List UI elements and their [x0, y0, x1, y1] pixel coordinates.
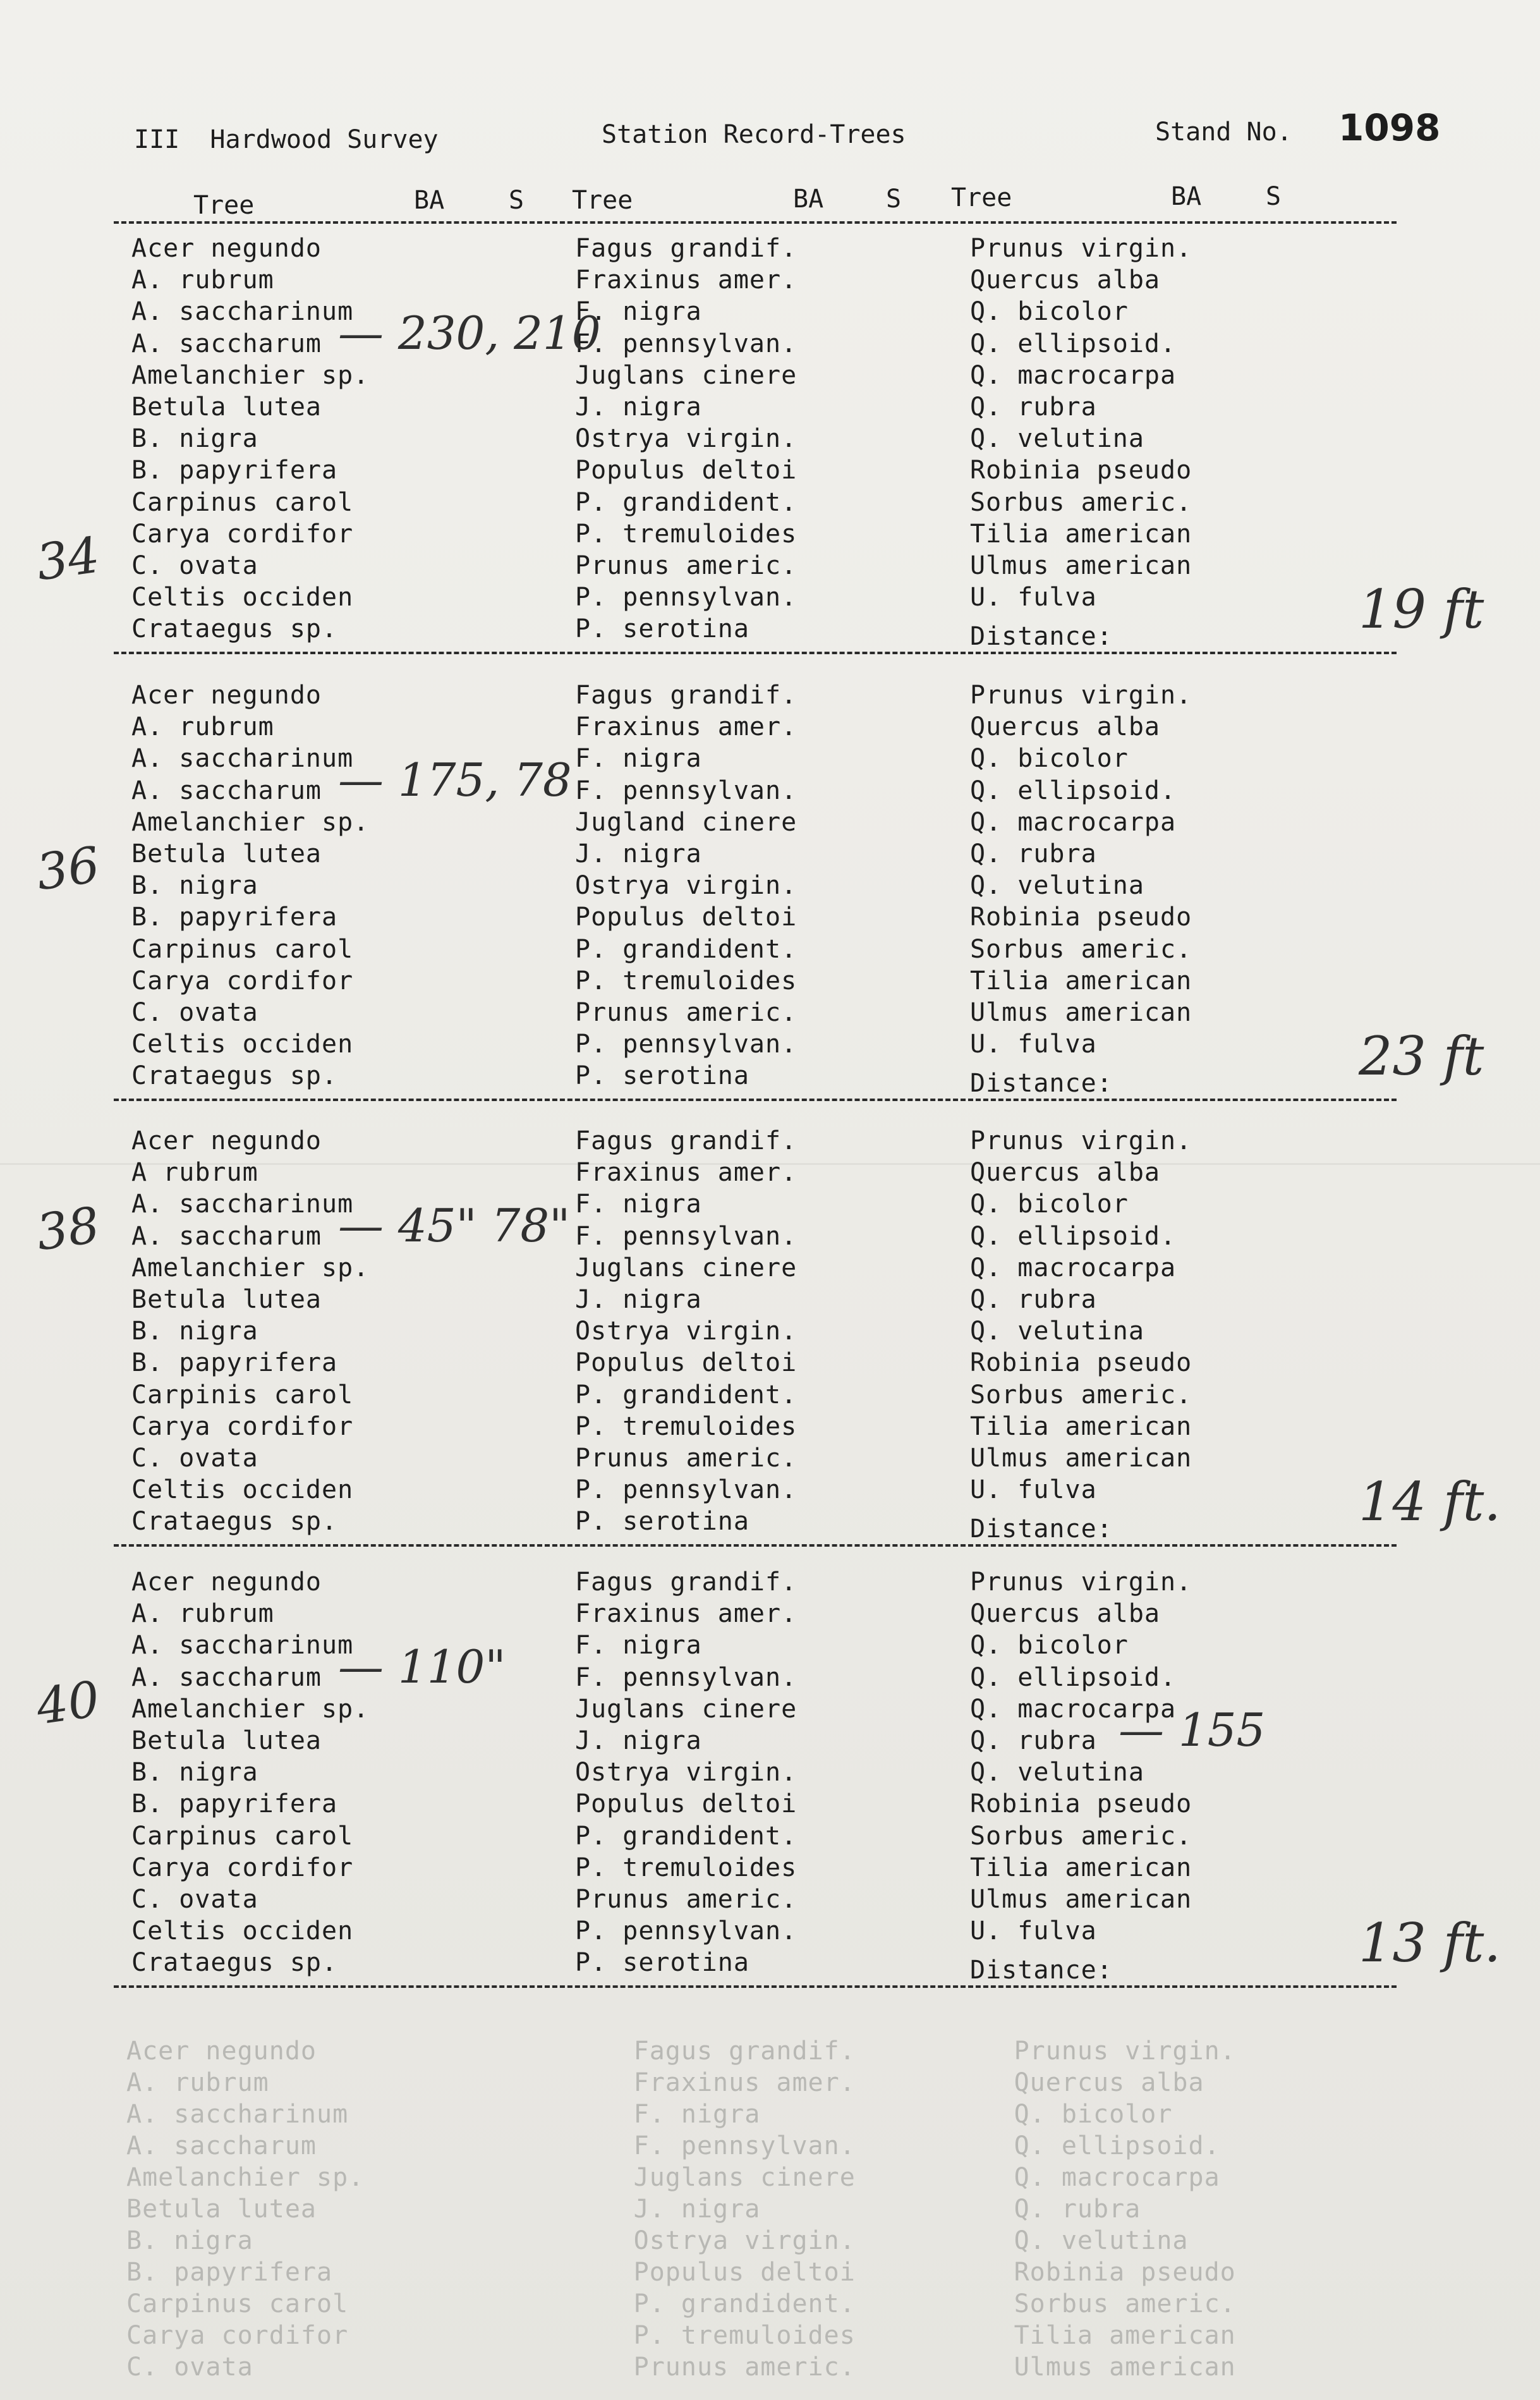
- section-rule: [114, 652, 1397, 654]
- section-rule: [114, 1099, 1397, 1101]
- distance-handwritten: 14 ft.: [1359, 1471, 1501, 1533]
- species-item: Q. bicolor: [970, 1631, 1129, 1660]
- species-item: U. fulva: [970, 1916, 1097, 1946]
- species-item: P. grandident.: [575, 934, 797, 964]
- distance-handwritten: 23 ft: [1359, 1025, 1484, 1088]
- species-item: B. nigra: [131, 1317, 258, 1346]
- species-item: Crataegus sp.: [131, 1061, 338, 1091]
- species-item: Acer negundo: [131, 1126, 322, 1155]
- species-item: Robinia pseudo: [970, 456, 1192, 485]
- species-item: Fagus grandif.: [575, 681, 797, 710]
- ba-note-handwritten: — 230, 210: [338, 306, 601, 360]
- species-item: Carpinis carol: [131, 1380, 354, 1410]
- species-item: Quercus alba: [970, 1599, 1160, 1629]
- species-item: A. saccharinum: [131, 1631, 354, 1660]
- species-item: Q. velutina: [970, 871, 1144, 901]
- species-item: Sorbus americ.: [970, 487, 1192, 517]
- species-item: B. papyrifera: [131, 1789, 338, 1819]
- species-item: J. nigra: [575, 1726, 702, 1755]
- species-item: Q. rubra: [970, 839, 1097, 868]
- species-item: F. pennsylvan.: [575, 329, 797, 358]
- species-item: Carpinus carol: [131, 934, 354, 964]
- species-item: Prunus americ.: [575, 1885, 797, 1914]
- species-item: C. ovata: [131, 1885, 258, 1914]
- species-item: U. fulva: [970, 1030, 1097, 1059]
- species-item: Amelanchier sp.: [131, 1253, 370, 1282]
- species-item: Q. ellipsoid.: [970, 1221, 1177, 1251]
- species-item: Carya cordifor: [131, 1411, 354, 1441]
- species-item: Populus deltoi: [575, 1348, 797, 1378]
- species-item: J. nigra: [575, 393, 702, 422]
- section-rule: [114, 1544, 1397, 1547]
- species-item: Populus deltoi: [575, 1789, 797, 1819]
- col1-ba-header: BA: [414, 186, 445, 215]
- ba-note-handwritten: — 175, 78: [338, 753, 572, 807]
- species-item: Q. bicolor: [970, 297, 1129, 327]
- species-item: Juglans cinere: [575, 360, 797, 390]
- species-item: F. pennsylvan.: [575, 1662, 797, 1692]
- col1-s-header: S: [509, 186, 524, 215]
- species-item: Fagus grandif.: [575, 1568, 797, 1597]
- species-item: Ulmus american: [970, 1885, 1192, 1914]
- species-item: A. saccharinum: [131, 744, 354, 774]
- species-item: Populus deltoi: [575, 903, 797, 932]
- station-number-handwritten: 40: [33, 1671, 104, 1736]
- species-item: A. saccharum: [131, 1221, 322, 1251]
- species-item: F. nigra: [575, 1631, 702, 1660]
- species-item: Crataegus sp.: [131, 614, 338, 644]
- species-item: Prunus virgin.: [970, 1126, 1192, 1155]
- species-item: Amelanchier sp.: [131, 360, 370, 390]
- distance-label: Distance:: [970, 1514, 1113, 1544]
- species-item: P. tremuloides: [575, 519, 797, 549]
- survey-title: III Hardwood Survey: [134, 125, 439, 154]
- species-item: Crataegus sp.: [131, 1507, 338, 1537]
- species-item: Acer negundo: [131, 681, 322, 710]
- col3-ba-header: BA: [1171, 182, 1202, 211]
- species-item: C. ovata: [131, 1444, 258, 1473]
- species-item: A. saccharum: [131, 1662, 322, 1692]
- station-number-handwritten: 36: [33, 836, 104, 902]
- species-item: P. pennsylvan.: [575, 1030, 797, 1059]
- col2-tree-header: Tree: [572, 186, 633, 215]
- species-item: Tilia american: [970, 519, 1192, 549]
- distance-label: Distance:: [970, 1956, 1113, 1985]
- species-item: Q. bicolor: [970, 744, 1129, 774]
- col1-tree-header: Tree: [193, 191, 255, 220]
- header-rule: [114, 221, 1397, 224]
- species-item: Sorbus americ.: [970, 1380, 1192, 1410]
- species-item: P. tremuloides: [575, 1411, 797, 1441]
- species-item: C. ovata: [131, 551, 258, 580]
- species-item: P. grandident.: [575, 487, 797, 517]
- species-item: Tilia american: [970, 1411, 1192, 1441]
- species-item: B. papyrifera: [131, 903, 338, 932]
- species-item: F. pennsylvan.: [575, 776, 797, 805]
- species-item: P. tremuloides: [575, 966, 797, 996]
- species-item: Fraxinus amer.: [575, 1158, 797, 1188]
- species-item: Ulmus american: [970, 551, 1192, 580]
- ba-note-handwritten: — 155: [1119, 1703, 1266, 1757]
- species-item: Q. velutina: [970, 1758, 1144, 1788]
- record-title: Station Record-Trees: [602, 120, 906, 149]
- species-item: Robinia pseudo: [970, 1348, 1192, 1378]
- species-item: P. tremuloides: [575, 1853, 797, 1882]
- species-item: P. grandident.: [575, 1821, 797, 1851]
- distance-label: Distance:: [970, 622, 1113, 652]
- species-item: Ulmus american: [970, 998, 1192, 1027]
- species-item: Prunus americ.: [575, 998, 797, 1027]
- species-item: B. papyrifera: [131, 1348, 338, 1378]
- station-number-handwritten: 38: [33, 1197, 104, 1262]
- species-item: Carpinus carol: [131, 487, 354, 517]
- species-item: Betula lutea: [131, 839, 322, 868]
- species-item: Q. ellipsoid.: [970, 776, 1177, 805]
- col3-s-header: S: [1266, 182, 1282, 211]
- species-item: B. nigra: [131, 871, 258, 901]
- species-item: Carya cordifor: [131, 966, 354, 996]
- species-item: Acer negundo: [131, 1568, 322, 1597]
- species-item: A. rubrum: [131, 265, 274, 295]
- species-item: A. saccharum: [131, 776, 322, 805]
- species-item: Tilia american: [970, 966, 1192, 996]
- species-item: Q. rubra: [970, 1726, 1097, 1755]
- species-item: A. saccharinum: [131, 1190, 354, 1219]
- distance-handwritten: 19 ft: [1359, 578, 1484, 641]
- species-item: Juglans cinere: [575, 1253, 797, 1282]
- species-item: Q. macrocarpa: [970, 360, 1177, 390]
- species-item: Amelanchier sp.: [131, 807, 370, 837]
- species-item: Q. macrocarpa: [970, 807, 1177, 837]
- species-item: A. rubrum: [131, 1599, 274, 1629]
- species-item: Fagus grandif.: [575, 1126, 797, 1155]
- species-item: Carpinus carol: [131, 1821, 354, 1851]
- species-item: Amelanchier sp.: [131, 1694, 370, 1724]
- species-item: Crataegus sp.: [131, 1948, 338, 1978]
- species-item: Sorbus americ.: [970, 1821, 1192, 1851]
- species-item: Ulmus american: [970, 1444, 1192, 1473]
- species-item: P. pennsylvan.: [575, 583, 797, 612]
- species-item: Fraxinus amer.: [575, 712, 797, 742]
- species-item: Quercus alba: [970, 1158, 1160, 1188]
- species-item: A. rubrum: [131, 712, 274, 742]
- species-item: Carya cordifor: [131, 519, 354, 549]
- species-item: P. pennsylvan.: [575, 1475, 797, 1505]
- species-item: Fagus grandif.: [575, 234, 797, 263]
- species-item: P. serotina: [575, 614, 749, 644]
- station-number-handwritten: 34: [33, 527, 104, 592]
- species-item: Betula lutea: [131, 1726, 322, 1755]
- species-item: F. nigra: [575, 297, 702, 327]
- section-rule: [114, 1985, 1397, 1988]
- species-item: P. serotina: [575, 1507, 749, 1537]
- print-through: Acer negundo Fagus grandif. Prunus virgin. A. rubrum Fraxinus amer. Quercus alba A. saccharinum F. nigra Q. bicolor A. saccharum F. pennsylvan. Q. ellipsoid. Amelanchier sp. Juglans cinere Q. macrocarpa Betula lutea J. nigra Q. rubra B. nigra Ostrya virgin. Q. velutina B. papyrifera Populus deltoi Robinia pseudo Carpinus carol P. grandident. Sorbus americ. Carya cordifor P. tremuloides Tilia american C. ovata Prunus americ. Ulmus american: [126, 2037, 1236, 2382]
- species-item: P. serotina: [575, 1948, 749, 1978]
- species-item: Fraxinus amer.: [575, 1599, 797, 1629]
- species-item: Populus deltoi: [575, 456, 797, 485]
- species-item: Q. ellipsoid.: [970, 329, 1177, 358]
- species-item: Q. ellipsoid.: [970, 1662, 1177, 1692]
- species-item: Prunus virgin.: [970, 681, 1192, 710]
- species-item: Prunus virgin.: [970, 234, 1192, 263]
- stand-number: 1098: [1338, 106, 1441, 149]
- species-item: C. ovata: [131, 998, 258, 1027]
- species-item: Quercus alba: [970, 265, 1160, 295]
- species-item: U. fulva: [970, 1475, 1097, 1505]
- species-item: Prunus americ.: [575, 1444, 797, 1473]
- species-item: A. saccharinum: [131, 297, 354, 327]
- species-item: Celtis occiden: [131, 583, 354, 612]
- species-item: Celtis occiden: [131, 1916, 354, 1946]
- col2-s-header: S: [886, 185, 902, 214]
- species-item: F. nigra: [575, 1190, 702, 1219]
- species-item: J. nigra: [575, 1285, 702, 1314]
- species-item: Robinia pseudo: [970, 1789, 1192, 1819]
- species-item: Q. velutina: [970, 424, 1144, 454]
- species-item: Tilia american: [970, 1853, 1192, 1882]
- distance-handwritten: 13 ft.: [1359, 1912, 1501, 1975]
- species-item: A. saccharum: [131, 329, 322, 358]
- species-item: Robinia pseudo: [970, 903, 1192, 932]
- species-item: B. nigra: [131, 1758, 258, 1788]
- species-item: Carya cordifor: [131, 1853, 354, 1882]
- species-item: Q. velutina: [970, 1317, 1144, 1346]
- species-item: Quercus alba: [970, 712, 1160, 742]
- species-item: Ostrya virgin.: [575, 1317, 797, 1346]
- species-item: B. nigra: [131, 424, 258, 454]
- species-item: Q. rubra: [970, 1285, 1097, 1314]
- species-item: Ostrya virgin.: [575, 424, 797, 454]
- col2-ba-header: BA: [793, 185, 824, 214]
- ba-note-handwritten: — 45" 78": [338, 1198, 571, 1252]
- species-item: Ostrya virgin.: [575, 871, 797, 901]
- ba-note-handwritten: — 110": [338, 1640, 506, 1693]
- species-item: Fraxinus amer.: [575, 265, 797, 295]
- species-item: Sorbus americ.: [970, 934, 1192, 964]
- species-item: Prunus americ.: [575, 551, 797, 580]
- species-item: Q. rubra: [970, 393, 1097, 422]
- species-item: Q. macrocarpa: [970, 1253, 1177, 1282]
- species-item: Juglans cinere: [575, 1694, 797, 1724]
- species-item: Q. bicolor: [970, 1190, 1129, 1219]
- distance-label: Distance:: [970, 1069, 1113, 1099]
- species-item: Prunus virgin.: [970, 1568, 1192, 1597]
- species-item: Celtis occiden: [131, 1475, 354, 1505]
- species-item: A rubrum: [131, 1158, 258, 1188]
- col3-tree-header: Tree: [951, 183, 1012, 212]
- species-item: P. grandident.: [575, 1380, 797, 1410]
- species-item: F. nigra: [575, 744, 702, 774]
- species-item: Q. macrocarpa: [970, 1694, 1177, 1724]
- stand-label: Stand No.: [1155, 118, 1292, 147]
- species-item: Betula lutea: [131, 1285, 322, 1314]
- species-item: Ostrya virgin.: [575, 1758, 797, 1788]
- species-item: Betula lutea: [131, 393, 322, 422]
- species-item: B. papyrifera: [131, 456, 338, 485]
- species-item: Jugland cinere: [575, 807, 797, 837]
- species-item: P. serotina: [575, 1061, 749, 1091]
- species-item: Celtis occiden: [131, 1030, 354, 1059]
- species-item: P. pennsylvan.: [575, 1916, 797, 1946]
- species-item: F. pennsylvan.: [575, 1221, 797, 1251]
- species-item: U. fulva: [970, 583, 1097, 612]
- species-item: Acer negundo: [131, 234, 322, 263]
- species-item: J. nigra: [575, 839, 702, 868]
